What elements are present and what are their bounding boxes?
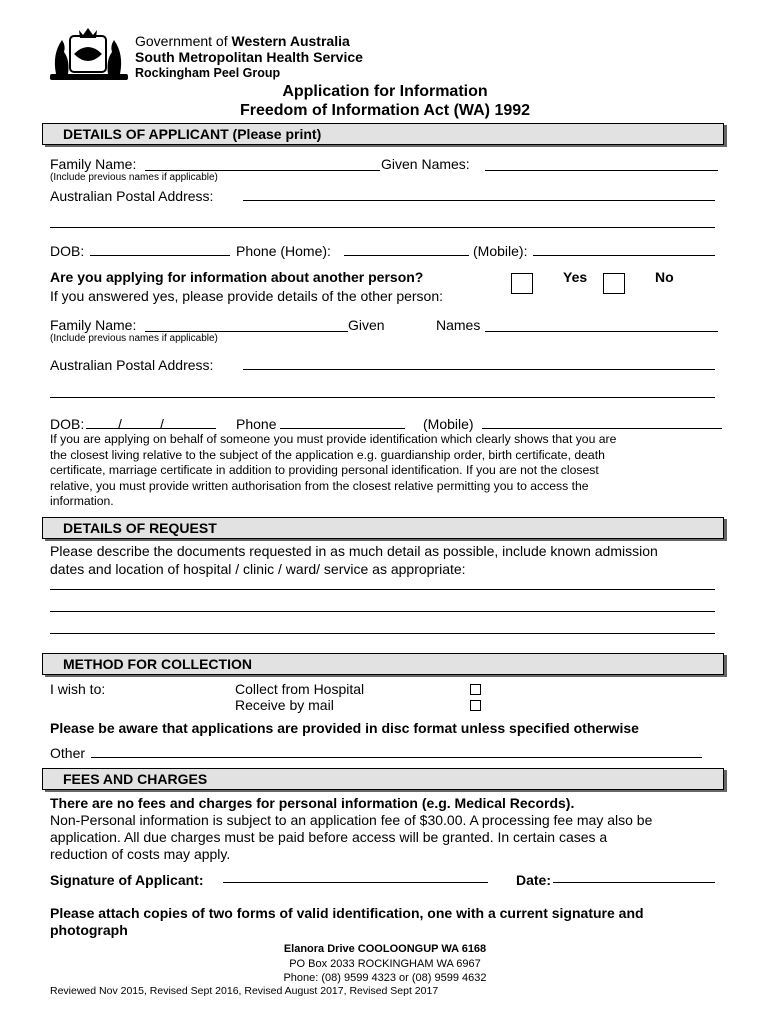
other-phone-label: Phone	[236, 416, 277, 432]
date-field[interactable]	[553, 882, 715, 883]
behalf-note-line: information.	[50, 494, 114, 508]
footer-address-1: Elanora Drive COOLOONGUP WA 6168	[283, 943, 487, 955]
date-label: Date:	[516, 872, 552, 888]
section-header-fees	[42, 768, 724, 790]
other-include-previous-note: (Include previous names if applicable)	[50, 333, 218, 344]
fees-text-line: application. All due charges must be paid before access will be granted. In certain cases a	[50, 829, 608, 845]
include-previous-note: (Include previous names if applicable)	[50, 172, 218, 183]
org-line-1: Government of Western Australia	[135, 33, 350, 49]
page-title: Application for Information	[282, 83, 488, 100]
another-person-question: Are you applying for information about another person?	[50, 269, 424, 285]
behalf-note-line: If you are applying on behalf of someone you must provide identification which clearly shows that you are	[50, 432, 617, 446]
family-name-field[interactable]	[145, 170, 380, 171]
section-title: DETAILS OF APPLICANT (Please print)	[63, 126, 322, 142]
behalf-note-line: the closest living relative to the subject of the application e.g. guardianship order, birth certificate, death	[50, 447, 605, 462]
postal-address-label: Australian Postal Address:	[50, 188, 214, 204]
footer-phone: Phone: (08) 9599 4323 or (08) 9599 4632	[283, 972, 487, 984]
mobile-field[interactable]	[533, 255, 715, 256]
other-dob-field[interactable]	[86, 428, 216, 429]
dob-label: DOB:	[50, 243, 85, 259]
attach-id-note-line-1: Please attach copies of two forms of valid identification, one with a current signature and	[50, 905, 644, 921]
if-yes-instructions: If you answered yes, please provide details of the other person:	[50, 288, 444, 304]
footer-revision-note: Reviewed Nov 2015, Revised Sept 2016, Revised August 2017, Revised Sept 2017	[50, 985, 439, 997]
wish-label: I wish to:	[50, 681, 106, 697]
footer-address-2: PO Box 2033 ROCKINGHAM WA 6967	[289, 958, 481, 970]
section-header-applicant	[42, 123, 724, 145]
postal-address-field-1[interactable]	[243, 200, 715, 201]
other-postal-address-field-1[interactable]	[243, 369, 715, 370]
other-field[interactable]	[91, 757, 702, 758]
section-header-collection	[42, 653, 724, 675]
other-given-label: Given	[348, 317, 385, 333]
request-instructions-line-2: dates and location of hospital / clinic / ward/ service as appropriate:	[50, 561, 466, 577]
other-family-name-field[interactable]	[145, 331, 348, 332]
disc-format-note: Please be aware that applications are provided in disc format unless specified otherwise	[50, 720, 639, 736]
other-phone-field[interactable]	[280, 428, 405, 429]
fees-text-line: Non-Personal information is subject to an application fee of $30.00. A processing fee may also be	[50, 812, 653, 828]
section-header-request	[42, 517, 724, 539]
no-checkbox[interactable]	[603, 273, 625, 294]
fees-text-line: reduction of costs may apply.	[50, 846, 231, 862]
behalf-note-line: certificate, marriage certificate in addition to providing personal identification. If you are not the closest	[50, 463, 599, 477]
request-field-3[interactable]	[50, 633, 715, 634]
dob-field[interactable]	[90, 255, 230, 256]
mail-option-label: Receive by mail	[235, 697, 334, 713]
other-family-name-label: Family Name:	[50, 317, 137, 333]
request-field-2[interactable]	[50, 611, 715, 612]
other-dob-label: DOB:	[50, 416, 85, 432]
dob-slash-2: /	[160, 416, 164, 432]
family-name-label: Family Name:	[50, 156, 137, 172]
no-label: No	[655, 269, 674, 285]
section-title: METHOD FOR COLLECTION	[63, 656, 252, 672]
attach-id-note-line-2: photograph	[50, 922, 128, 938]
request-field-1[interactable]	[50, 589, 715, 590]
page-subtitle: Freedom of Information Act (WA) 1992	[239, 102, 531, 119]
behalf-note	[50, 432, 730, 510]
given-names-label: Given Names:	[381, 156, 470, 172]
collect-checkbox[interactable]	[470, 684, 481, 695]
dob-slash-1: /	[118, 416, 122, 432]
no-fees-note: There are no fees and charges for personal information (e.g. Medical Records).	[50, 795, 575, 811]
request-instructions-line-1: Please describe the documents requested in as much detail as possible, include known admission	[50, 543, 658, 559]
other-postal-address-field-2[interactable]	[50, 397, 715, 398]
phone-home-label: Phone (Home):	[236, 243, 331, 259]
mail-checkbox[interactable]	[470, 700, 481, 711]
other-label: Other	[50, 745, 86, 761]
section-title: DETAILS OF REQUEST	[63, 520, 217, 536]
section-title: FEES AND CHARGES	[63, 771, 208, 787]
other-mobile-field[interactable]	[482, 428, 722, 429]
given-names-field[interactable]	[485, 170, 718, 171]
wa-crest-logo	[48, 24, 130, 82]
org-line-2: South Metropolitan Health Service	[135, 49, 363, 65]
signature-label: Signature of Applicant:	[50, 872, 204, 888]
mobile-label: (Mobile):	[473, 243, 528, 259]
yes-label: Yes	[563, 269, 588, 285]
behalf-note-line: relative, you must provide written authorisation from the closest relative permitting you to access the	[50, 478, 589, 493]
yes-checkbox[interactable]	[511, 273, 533, 294]
phone-home-field[interactable]	[344, 255, 469, 256]
other-names-label: Names	[436, 317, 481, 333]
org-line-3: Rockingham Peel Group	[135, 66, 281, 80]
other-postal-address-label: Australian Postal Address:	[50, 357, 214, 373]
other-mobile-label: (Mobile)	[423, 416, 474, 432]
other-given-names-field[interactable]	[485, 331, 718, 332]
signature-field[interactable]	[223, 882, 488, 883]
collect-option-label: Collect from Hospital	[235, 681, 365, 697]
postal-address-field-2[interactable]	[50, 227, 715, 228]
